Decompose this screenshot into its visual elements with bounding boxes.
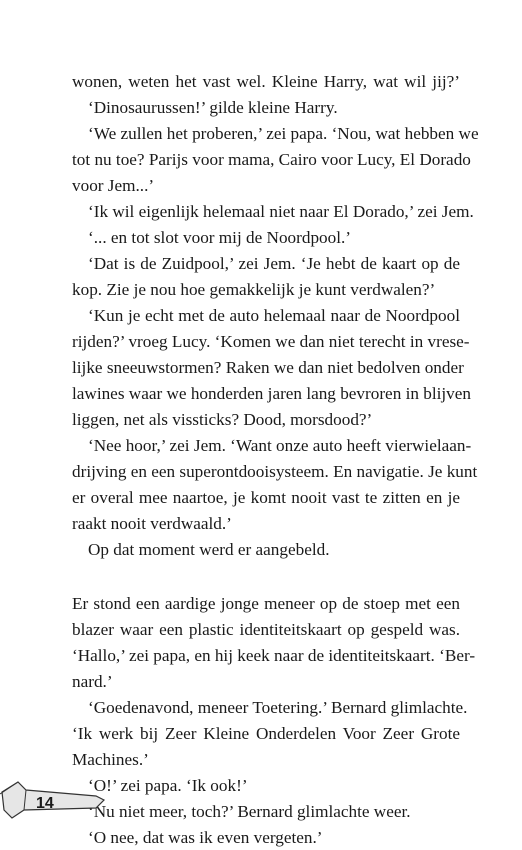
text-line-7: ‘... en tot slot voor mij de Noordpool.’ — [88, 228, 352, 247]
text-line-22: ‘Hallo,’ zei papa, en hij keek naar de identiteitskaart. ‘Ber- — [72, 646, 476, 665]
text-line-3: ‘We zullen het proberen,’ zei papa. ‘Nou, wat hebben we — [88, 124, 479, 143]
text-line-24: ‘Goedenavond, meneer Toetering.’ Bernard glimlachte. — [88, 698, 468, 717]
text-line-5: voor Jem...’ — [72, 176, 155, 195]
text-line-14: liggen, net als vissticks? Dood, morsdood?’ — [72, 410, 373, 429]
text-line-13: lawines waar we honderden jaren lang bevroren in blijven — [72, 384, 471, 403]
text-line-12: lijke sneeuwstormen? Raken we dan niet bedolven onder — [72, 358, 464, 377]
text-line-16: drijving en een superontdooisysteem. En navigatie. Je kunt — [72, 462, 478, 481]
text-line-11: rijden?’ vroeg Lucy. ‘Komen we dan niet terecht in vrese- — [72, 332, 470, 351]
text-line-23: nard.’ — [72, 672, 113, 691]
text-line-8: ‘Dat is de Zuidpool,’ zei Jem. ‘Je hebt de kaart op de — [88, 254, 460, 273]
text-line-20: Er stond een aardige jonge meneer op de stoep met een — [72, 594, 460, 613]
text-line-26: Machines.’ — [72, 750, 149, 769]
text-line-10: ‘Kun je echt met de auto helemaal naar de Noordpool — [88, 306, 460, 325]
text-line-15: ‘Nee hoor,’ zei Jem. ‘Want onze auto heeft vierwielaan- — [88, 436, 472, 455]
text-line-21: blazer waar een plastic identiteitskaart op gespeld was. — [72, 620, 460, 639]
text-line-2: ‘Dinosaurussen!’ gilde kleine Harry. — [88, 98, 338, 117]
text-line-25: ‘Ik werk bij Zeer Kleine Onderdelen Voor Zeer Grote — [72, 724, 460, 743]
text-line-18: raakt nooit verdwaald.’ — [72, 514, 232, 533]
text-line-29: ‘O nee, dat was ik even vergeten.’ — [88, 828, 323, 847]
page-number: 14 — [36, 795, 54, 812]
text-line-1: wonen, weten het vast wel. Kleine Harry, wat wil jij?’ — [72, 72, 460, 91]
page-number-ribbon-icon — [0, 770, 140, 840]
text-line-4: tot nu toe? Parijs voor mama, Cairo voor Lucy, El Dorado — [72, 150, 471, 169]
text-line-6: ‘Ik wil eigenlijk helemaal niet naar El Dorado,’ zei Jem. — [88, 202, 474, 221]
text-line-19: Op dat moment werd er aangebeld. — [88, 540, 330, 559]
text-line-9: kop. Zie je nou hoe gemakkelijk je kunt verdwalen?’ — [72, 280, 436, 299]
text-line-27: ‘O!’ zei papa. ‘Ik ook!’ — [88, 776, 248, 795]
page-footer — [0, 770, 522, 840]
text-line-17: er overal mee naartoe, je komt nooit vast te zitten en je — [72, 488, 460, 507]
text-line-28: ‘Nu niet meer, toch?’ Bernard glimlachte weer. — [88, 802, 411, 821]
